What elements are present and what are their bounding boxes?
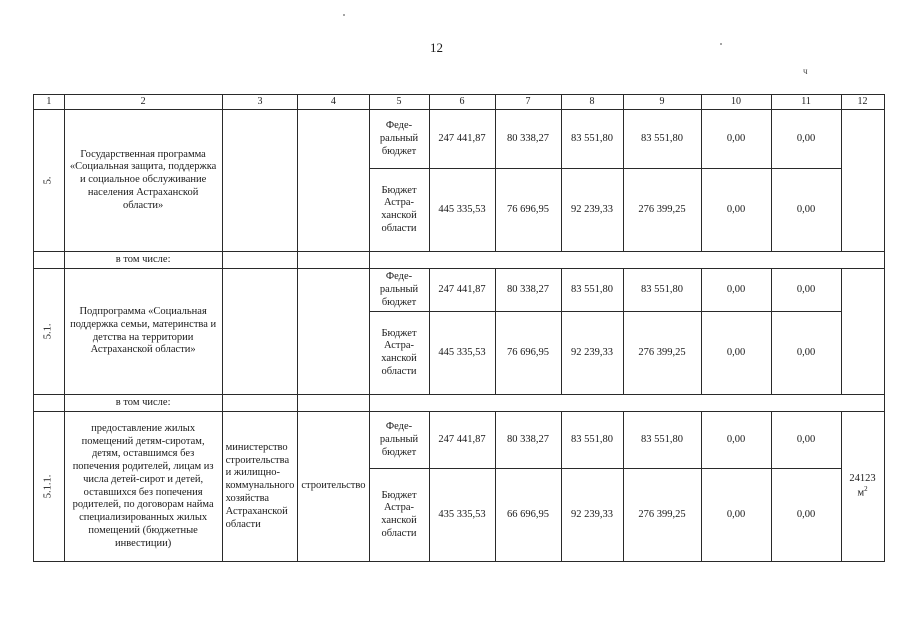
value-cell: 0,00: [771, 312, 841, 395]
header-cell: 8: [561, 95, 623, 110]
header-cell: 4: [298, 95, 369, 110]
scan-speck: [343, 14, 345, 16]
value-cell: 0,00: [771, 469, 841, 562]
header-cell: 10: [701, 95, 771, 110]
header-row: [34, 95, 885, 110]
value-cell: 247 441,87: [429, 110, 495, 169]
header-cell: 3: [222, 95, 298, 110]
including-label: в том числе:: [64, 252, 222, 269]
value-cell: 80 338,27: [495, 269, 561, 312]
subprogram-code-cell: [34, 269, 65, 395]
value-cell: 76 696,95: [495, 169, 561, 252]
value-cell: 76 696,95: [495, 312, 561, 395]
header-cell: 9: [623, 95, 701, 110]
source-label: Феде-ральный бюджет: [369, 269, 429, 312]
empty-cell: [369, 395, 884, 412]
header-cell: 7: [495, 95, 561, 110]
empty-cell: [369, 252, 884, 269]
including-row: [34, 395, 885, 412]
header-cell: 5: [369, 95, 429, 110]
value-cell: 92 239,33: [561, 469, 623, 562]
source-label: Феде-ральный бюджет: [369, 110, 429, 169]
program-row-federal: [34, 110, 885, 169]
value-cell: 83 551,80: [561, 269, 623, 312]
measure-result-cell: [841, 412, 884, 562]
empty-cell: [34, 252, 65, 269]
program-name: Государственная программа «Социальная защита, поддержка и социальное обслуживание населения Астраханской области»: [64, 110, 222, 252]
measure-work-type: строительство: [298, 412, 369, 562]
value-cell: 0,00: [771, 269, 841, 312]
value-cell: 80 338,27: [495, 412, 561, 469]
value-cell: 0,00: [771, 169, 841, 252]
measure-result-unit-sup: 2: [864, 485, 868, 494]
measure-executor: министерство строительства и жилищно-коммунального хозяйства Астраханской области: [222, 412, 298, 562]
subprogram-row-federal: [34, 269, 885, 312]
source-label: Бюджет Астра-ханской области: [369, 312, 429, 395]
subprogram-name: Подпрограмма «Социальная поддержка семьи, материнства и детства на территории Астраханской области»: [64, 269, 222, 395]
subprogram-code: 5.1.: [42, 323, 54, 340]
program-code: 5.: [42, 176, 54, 185]
header-cell: 2: [64, 95, 222, 110]
value-cell: 0,00: [701, 269, 771, 312]
source-label: Феде-ральный бюджет: [369, 412, 429, 469]
value-cell: 247 441,87: [429, 269, 495, 312]
value-cell: 445 335,53: [429, 169, 495, 252]
value-cell: 276 399,25: [623, 312, 701, 395]
value-cell: 66 696,95: [495, 469, 561, 562]
value-cell: 435 335,53: [429, 469, 495, 562]
value-cell: 83 551,80: [623, 110, 701, 169]
value-cell: 92 239,33: [561, 169, 623, 252]
header-cell: 11: [771, 95, 841, 110]
value-cell: 83 551,80: [623, 269, 701, 312]
empty-cell: [298, 252, 369, 269]
value-cell: 0,00: [701, 110, 771, 169]
program-code-cell: [34, 110, 65, 252]
value-cell: 0,00: [701, 412, 771, 469]
value-cell: 80 338,27: [495, 110, 561, 169]
subprogram-work-cell: [298, 269, 369, 395]
value-cell: 92 239,33: [561, 312, 623, 395]
value-cell: 83 551,80: [561, 110, 623, 169]
corner-mark: ч: [803, 66, 808, 76]
measure-row-federal: [34, 412, 885, 469]
budget-table: [33, 94, 885, 562]
value-cell: 0,00: [771, 412, 841, 469]
program-executor-cell: [222, 110, 298, 252]
source-label: Бюджет Астра-ханской области: [369, 469, 429, 562]
value-cell: 0,00: [771, 110, 841, 169]
including-label: в том числе:: [64, 395, 222, 412]
program-result-cell: [841, 110, 884, 252]
including-row: [34, 252, 885, 269]
empty-cell: [222, 252, 298, 269]
value-cell: 276 399,25: [623, 169, 701, 252]
scan-speck: [720, 43, 722, 45]
measure-result: 24123: [849, 472, 876, 484]
value-cell: 0,00: [701, 169, 771, 252]
empty-cell: [222, 395, 298, 412]
value-cell: 0,00: [701, 469, 771, 562]
subprogram-executor-cell: [222, 269, 298, 395]
empty-cell: [298, 395, 369, 412]
value-cell: 247 441,87: [429, 412, 495, 469]
header-cell: 6: [429, 95, 495, 110]
empty-cell: [34, 395, 65, 412]
value-cell: 83 551,80: [623, 412, 701, 469]
program-work-cell: [298, 110, 369, 252]
measure-code: 5.1.1.: [42, 474, 54, 499]
value-cell: 83 551,80: [561, 412, 623, 469]
value-cell: 0,00: [701, 312, 771, 395]
measure-name: предоставление жилых помещений детям-сиротам, детям, оставшимся без попечения родителей, лицам из числа детей-сирот и детей, оставшихся без попечения родителей, по договорам найма специализированных жилых помещений (бюджетные инвестиции): [64, 412, 222, 562]
value-cell: 276 399,25: [623, 469, 701, 562]
measure-code-cell: [34, 412, 65, 562]
header-cell: 1: [34, 95, 65, 110]
header-cell: 12: [841, 95, 884, 110]
subprogram-result-cell: [841, 269, 884, 395]
source-label: Бюджет Астра-ханской области: [369, 169, 429, 252]
value-cell: 445 335,53: [429, 312, 495, 395]
page-number: 12: [430, 40, 443, 55]
measure-result-unit: м: [857, 487, 865, 499]
